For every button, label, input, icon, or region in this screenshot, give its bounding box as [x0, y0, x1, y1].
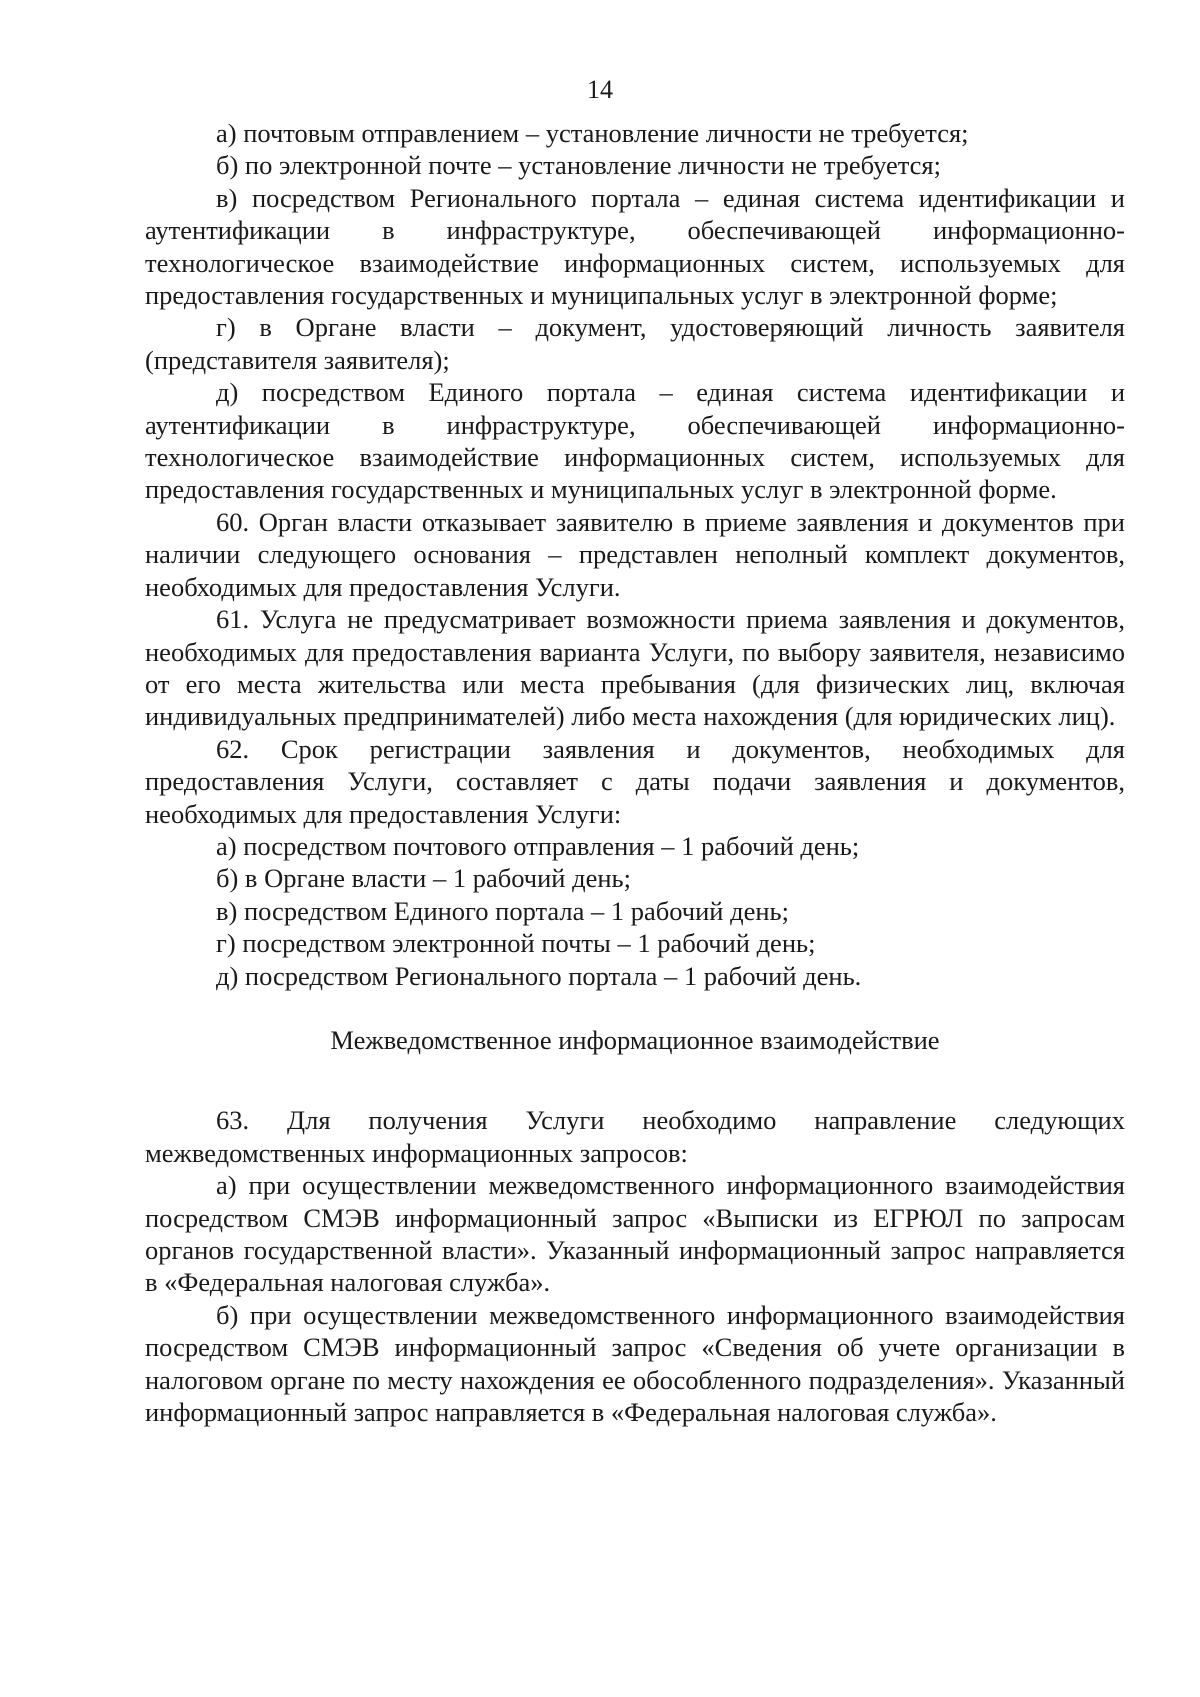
paragraph-item-d-unified-portal: д) посредством Единого портала – единая система идентификации и аутентификации в инфраструктуре, обеспечивающей информационно-технологическое взаимодействие информационных систем, используемых для предоставления государственных и муниципальных услуг в электронной форме.	[145, 377, 1125, 505]
paragraph-61: 61. Услуга не предусматривает возможности приема заявления и документов, необходимых для предоставления варианта Услуги, по выбору заявителя, независимо от его места жительства или места пребывания (для физических лиц, включая индивидуальных предпринимателей) либо места нахождения (для юридических лиц).	[145, 604, 1125, 732]
paragraph-62-g: г) посредством электронной почты – 1 рабочий день;	[216, 928, 816, 959]
paragraph-item-v-regional-portal: в) посредством Регионального портала – единая система идентификации и аутентификации в инфраструктуре, обеспечивающей информационно-технологическое взаимодействие информационных систем, используемых для предоставления государственных и муниципальных услуг в электронной форме;	[145, 182, 1125, 311]
section-heading: Межведомственное информационное взаимодействие	[330, 1024, 940, 1055]
document-body	[145, 117, 1125, 1428]
paragraph-item-a-post: а) почтовым отправлением – установление личности не требуется;	[216, 118, 969, 148]
page-number: 14	[587, 75, 613, 104]
paragraph-item-g-authority: г) в Органе власти – документ, удостоверяющий личность заявителя (представителя заявителя);	[145, 312, 1125, 375]
paragraph-62-b: б) в Органе власти – 1 рабочий день;	[216, 863, 631, 894]
paragraph-63: 63. Для получения Услуги необходимо направление следующих межведомственных информационных запросов:	[145, 1105, 1125, 1168]
paragraph-63-b: б) при осуществлении межведомственного информационного взаимодействия посредством СМЭВ информационный запрос «Сведения об учете организации в налоговом органе по месту нахождения ее обособленного подразделения». Указанный информационный запрос направляется в «Федеральная налоговая служба».	[145, 1299, 1125, 1428]
paragraph-item-b-email: б) по электронной почте – установление личности не требуется;	[216, 150, 941, 181]
paragraph-60: 60. Орган власти отказывает заявителю в приеме заявления и документов при наличии следующего основания – представлен неполный комплект документов, необходимых для предоставления Услуги.	[145, 506, 1125, 602]
paragraph-62-d: д) посредством Регионального портала – 1 рабочий день.	[216, 960, 862, 991]
paragraph-62: 62. Срок регистрации заявления и документов, необходимых для предоставления Услуги, составляет с даты подачи заявления и документов, необходимых для предоставления Услуги:	[145, 733, 1125, 829]
paragraph-62-a: а) посредством почтового отправления – 1 рабочий день;	[216, 830, 860, 861]
paragraph-63-a: а) при осуществлении межведомственного информационного взаимодействия посредством СМЭВ информационный запрос «Выписки из ЕГРЮЛ по запросам органов государственной власти». Указанный информационный запрос направляется в «Федеральная налоговая служба».	[145, 1170, 1125, 1298]
paragraph-62-v: в) посредством Единого портала – 1 рабочий день;	[216, 895, 789, 926]
